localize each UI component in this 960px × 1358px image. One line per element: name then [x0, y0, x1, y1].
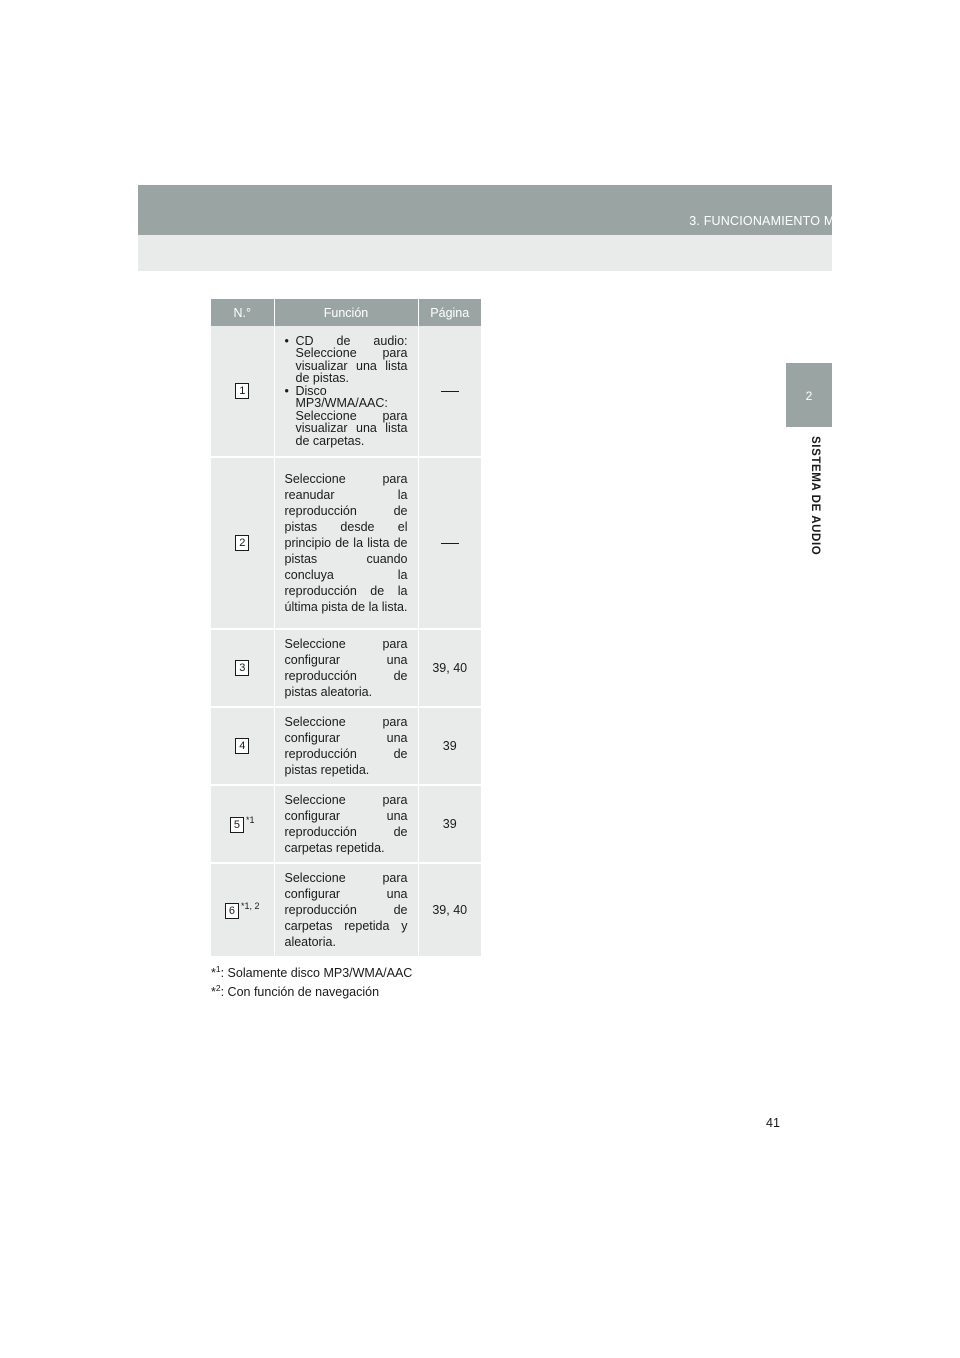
footnote: [211, 981, 412, 1000]
table-row: [211, 457, 481, 629]
footnote-mark: *: [211, 966, 216, 981]
number-box: 3: [235, 660, 249, 676]
row-number-cell: [211, 863, 274, 957]
row-number-cell: [211, 326, 274, 457]
number-box: 4: [235, 738, 249, 754]
page-cell: 39: [418, 707, 481, 785]
dash-mark: [441, 391, 459, 392]
function-cell: Seleccione para configurar una reproducción de carpetas repetida.: [274, 785, 418, 863]
function-cell: Seleccione para configurar una reproducción de pistas repetida.: [274, 707, 418, 785]
function-cell: Seleccione para configurar una reproducción de pistas aleatoria.: [274, 629, 418, 707]
header-page: Página: [418, 299, 481, 326]
list-item: • CD de audio: Seleccione para visualizar una lista de pistas.: [285, 335, 408, 385]
table-row: [211, 629, 481, 707]
row-number-cell: [211, 707, 274, 785]
header-subband: [138, 235, 832, 271]
row-number-cell: [211, 785, 274, 863]
dash-mark: [441, 543, 459, 544]
page-cell: 39: [418, 785, 481, 863]
chapter-tab: [786, 363, 832, 427]
footnote-sup: 1: [215, 964, 221, 974]
footnote-text: : Con función de navegación: [220, 985, 380, 1000]
row-number-cell: [211, 457, 274, 629]
footnotes: [211, 962, 412, 1000]
footnote-text: : Solamente disco MP3/WMA/AAC: [220, 966, 413, 981]
function-cell: Seleccione para configurar una reproducción de carpetas repetida y aleatoria.: [274, 863, 418, 957]
page-cell: 39, 40: [418, 863, 481, 957]
footnote-mark: *: [211, 985, 216, 1000]
section-title: 3. FUNCIONAMIENTO MULTIMEDIA: [689, 214, 902, 228]
number-box: 5: [230, 817, 244, 833]
table-row: [211, 863, 481, 957]
page-number: 41: [766, 1116, 780, 1130]
chapter-label: SISTEMA DE AUDIO: [809, 436, 821, 556]
number-box: 2: [235, 535, 249, 551]
footnote-ref: *1: [245, 815, 255, 826]
header-func: Función: [274, 299, 418, 326]
table-header-row: [211, 299, 481, 326]
page-cell: [418, 457, 481, 629]
table-row: [211, 785, 481, 863]
function-cell: Seleccione para reanudar la reproducción de pistas desde el principio de la lista de pistas cuando concluya la reproducción de la última pista de la lista.: [274, 457, 418, 629]
bullet-list: [285, 335, 408, 448]
header-num: N.°: [211, 299, 274, 326]
chapter-number: 2: [805, 389, 813, 403]
page-cell: 39, 40: [418, 629, 481, 707]
page-cell: [418, 326, 481, 457]
number-box: 1: [235, 383, 249, 399]
footnote-ref: *1, 2: [240, 901, 260, 912]
list-item: • Disco MP3/WMA/AAC: Seleccione para visualizar una lista de carpetas.: [285, 385, 408, 448]
number-box: 6: [225, 903, 239, 919]
row-number-cell: [211, 629, 274, 707]
table-row: [211, 707, 481, 785]
footnote: [211, 962, 412, 981]
table-row: [211, 326, 481, 457]
function-cell: [274, 326, 418, 457]
footnote-sup: 2: [215, 983, 221, 994]
function-table: [211, 299, 481, 958]
